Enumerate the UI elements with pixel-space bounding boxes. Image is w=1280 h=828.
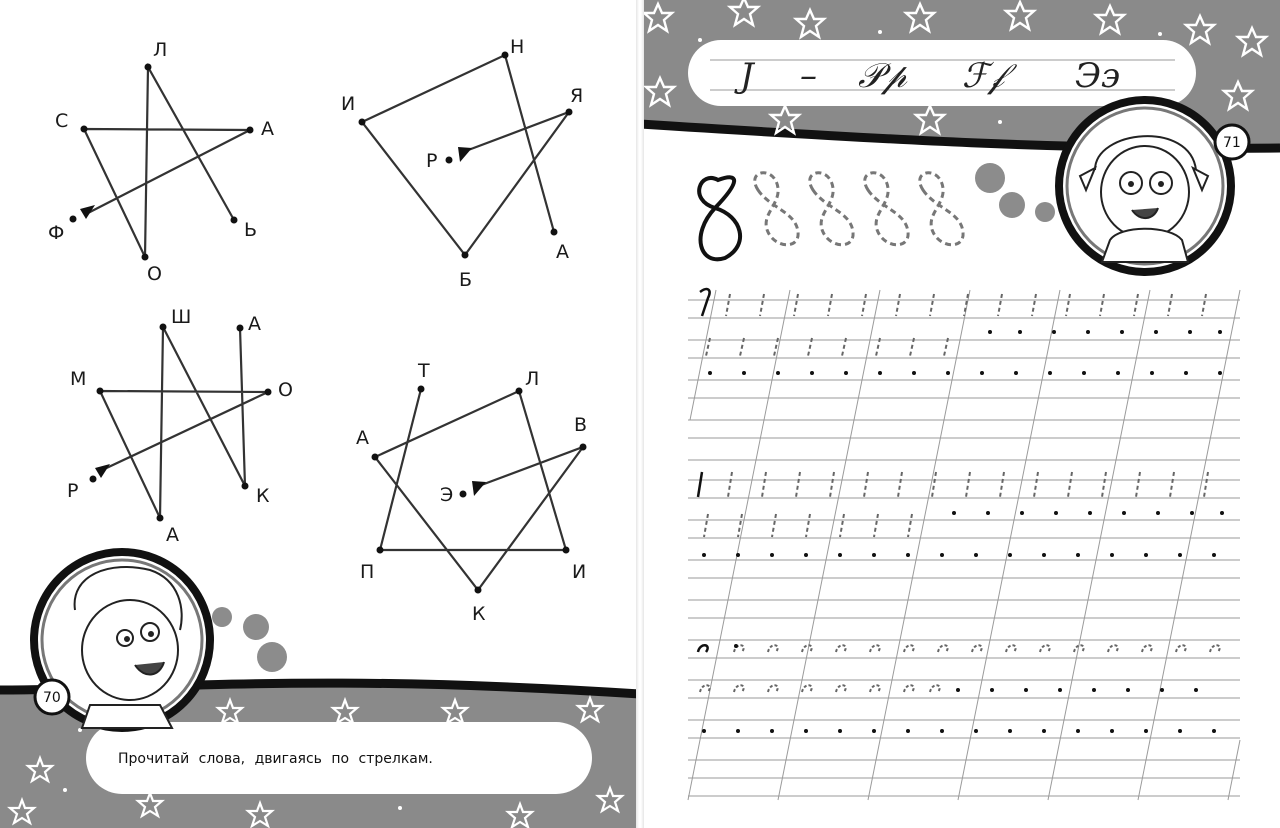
banner-letter-f: ℱ𝒻 (962, 56, 1004, 96)
tracing-row-1 (700, 289, 1222, 375)
letter: К (256, 485, 270, 507)
book-gutter (636, 0, 644, 828)
decor-dots (975, 163, 1055, 222)
instruction-text: Прочитай слова, двигаясь по стрелкам. (118, 751, 433, 767)
banner-letter-r: 𝒫𝓅 (858, 56, 907, 96)
letter: Ф (48, 222, 65, 244)
banner-letter-e: Ээ (1075, 56, 1121, 96)
letter: Р (426, 150, 438, 172)
figure-eight-exercise (699, 173, 963, 260)
word-puzzle-2-dots (359, 52, 573, 259)
letter: Э (440, 484, 454, 506)
letter: Т (418, 360, 430, 382)
word-puzzle-3-dots (90, 324, 272, 522)
boy-portrait (34, 552, 210, 728)
letter: Ь (244, 219, 258, 241)
letter: Л (525, 368, 540, 390)
slant-grid (688, 290, 1240, 800)
arrow-icon (458, 147, 472, 162)
letter: А (556, 241, 569, 263)
letter: Р (67, 480, 79, 502)
word-puzzle-4-letters (356, 360, 587, 625)
decor-dots (212, 607, 287, 672)
right-page-art (640, 0, 1280, 828)
letter: А (248, 313, 261, 335)
letter: П (360, 561, 375, 583)
letter: Ш (171, 306, 192, 328)
letter: И (341, 93, 356, 115)
banner-dash: – (800, 56, 817, 96)
right-page (640, 0, 1280, 828)
letter: Я (570, 85, 584, 107)
letter: А (356, 427, 369, 449)
tracing-row-2 (698, 472, 1224, 557)
arrow-icon (80, 205, 95, 219)
letter: Н (510, 36, 525, 58)
letter: Л (153, 39, 168, 61)
letter: И (572, 561, 587, 583)
letter: М (70, 368, 87, 390)
banner-letter-y: Ј (740, 56, 754, 96)
word-puzzle-3 (98, 327, 268, 518)
letter: Б (459, 269, 473, 291)
arrow-icon (472, 481, 486, 496)
letter: О (278, 379, 293, 401)
page-number: 70 (43, 690, 61, 706)
page-number: 71 (1223, 135, 1241, 151)
letter: А (166, 524, 179, 546)
letter: К (472, 603, 486, 625)
word-puzzle-4-dots (372, 386, 587, 594)
letter: В (574, 414, 588, 436)
word-puzzle-1-letters (48, 39, 274, 285)
letter: С (55, 110, 69, 132)
word-puzzle-1 (84, 67, 250, 257)
letter: О (147, 263, 162, 285)
writing-lines (688, 300, 1240, 796)
letter: А (261, 118, 274, 140)
arrow-icon (95, 464, 110, 478)
word-puzzle-3-letters (67, 306, 293, 546)
